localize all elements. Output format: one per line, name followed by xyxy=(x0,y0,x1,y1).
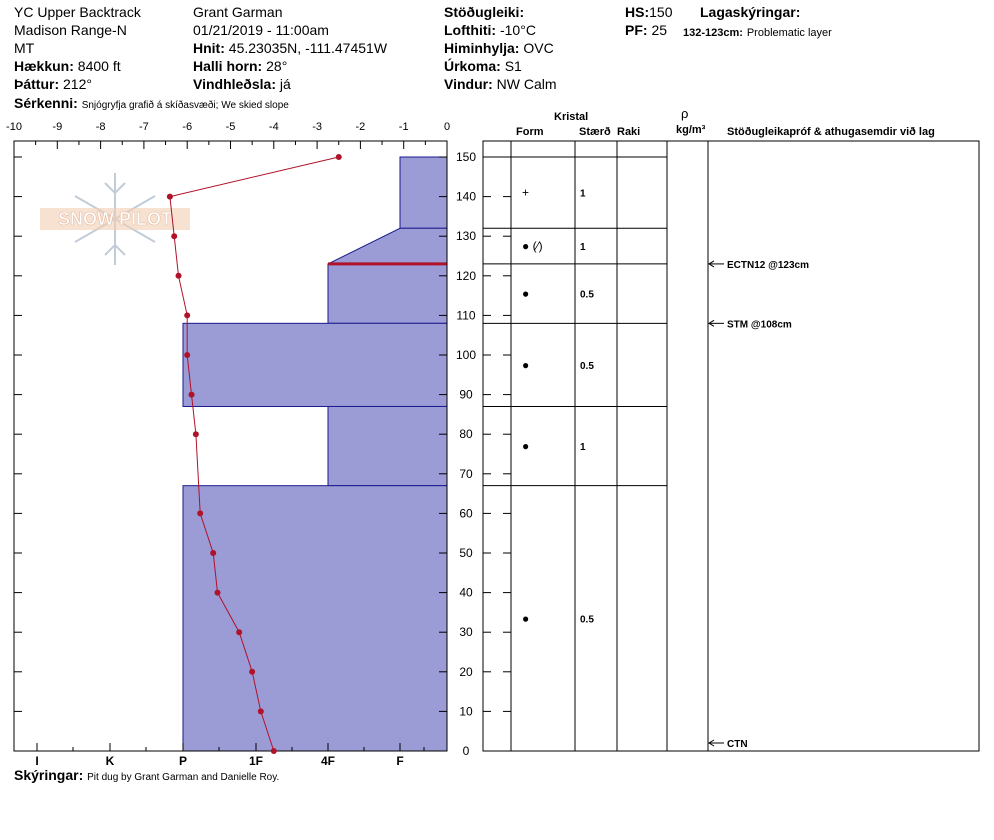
air-temp-value: -10°C xyxy=(499,22,536,38)
hardness-layer xyxy=(400,157,447,228)
temperature-point xyxy=(236,629,242,635)
test-label: STM @108cm xyxy=(727,319,792,331)
state: MT xyxy=(14,40,35,56)
temp-tick-label: -9 xyxy=(52,121,63,133)
temp-tick-label: -6 xyxy=(182,121,193,133)
temp-tick-label: 0 xyxy=(443,121,451,133)
temperature-point xyxy=(258,708,264,714)
grain-form: ● xyxy=(522,439,530,454)
height-tick-label: 100 xyxy=(455,348,477,362)
height-tick-label: 50 xyxy=(459,546,473,560)
elevation-value: 8400 ft xyxy=(77,58,121,74)
height-tick-label: 120 xyxy=(455,268,477,283)
height-tick-label: 20 xyxy=(459,664,473,679)
height-tick-label: 10 xyxy=(459,704,473,719)
hardness-tick-label: K xyxy=(105,754,115,768)
wind-loading-value: já xyxy=(279,76,291,92)
pf-value: 25 xyxy=(651,22,668,38)
logo-text: SNOW PILOT xyxy=(58,209,172,229)
specifics-value: Snjógryfja grafið á skíðasvæði; We skied slope xyxy=(81,100,289,111)
temperature-point xyxy=(184,352,190,358)
precip-value: S1 xyxy=(504,58,522,74)
hardness-layer xyxy=(328,406,447,485)
height-tick-label: 130 xyxy=(455,229,477,244)
air-temp-label: Lofthiti: xyxy=(444,22,497,38)
notes xyxy=(14,767,279,784)
hs-label: HS: xyxy=(625,4,650,20)
hardness-tick-label: P xyxy=(178,754,188,768)
temp-tick-label: -3 xyxy=(312,121,322,133)
layers-label: Lagaskýringar: xyxy=(700,4,801,20)
slope-value: 28° xyxy=(266,58,288,74)
grain-size: 1 xyxy=(580,188,586,200)
temperature-point xyxy=(271,748,277,754)
hardness-tick-label: F xyxy=(396,754,404,768)
hardness-tick-label: I xyxy=(35,754,39,768)
grain-form: ● xyxy=(522,286,530,301)
temp-tick-label: -7 xyxy=(139,121,149,133)
height-tick-label: 70 xyxy=(459,466,473,481)
crystal-header: Kristal xyxy=(554,111,589,123)
wind-label: Vindur: xyxy=(444,76,493,92)
aspect-label: Þáttur: xyxy=(14,76,60,92)
temperature-point xyxy=(197,510,203,516)
precip-label: Úrkoma: xyxy=(444,58,501,74)
temperature-point xyxy=(210,550,216,556)
hardness-layer xyxy=(183,486,447,751)
layer-note-text: Problematic layer xyxy=(746,27,832,39)
temp-tick-label: -4 xyxy=(268,121,279,133)
temperature-point xyxy=(336,154,342,160)
height-tick-label: 30 xyxy=(459,625,473,640)
hardness-tick-label: 1F xyxy=(248,754,264,768)
slope-label: Halli horn: xyxy=(193,58,263,74)
density-unit: kg/m³ xyxy=(676,124,706,136)
temp-tick-label: -2 xyxy=(355,121,366,133)
location: YC Upper Backtrack xyxy=(14,4,141,20)
density-symbol: ρ xyxy=(681,106,689,121)
hs-value: 150 xyxy=(649,4,673,20)
grain-size: 1 xyxy=(580,242,586,254)
temperature-point xyxy=(193,431,199,437)
moisture-header: Raki xyxy=(617,126,641,138)
range: Madison Range-N xyxy=(14,22,127,38)
grain-size: 0.5 xyxy=(580,289,594,301)
grain-form: ● xyxy=(522,611,530,626)
wind-value: NW Calm xyxy=(496,76,557,92)
hardness-tick-label: 4F xyxy=(320,754,336,768)
coords-value: 45.23035N, -111.47451W xyxy=(228,40,388,56)
temp-tick-label: -8 xyxy=(95,121,106,133)
height-tick-label: 60 xyxy=(459,506,473,521)
height-tick-label: 110 xyxy=(456,308,476,323)
height-tick-label: 0 xyxy=(462,744,470,758)
temperature-point xyxy=(176,273,182,279)
elevation-label: Hækkun: xyxy=(14,58,74,74)
temperature-point xyxy=(249,669,255,675)
temperature-point xyxy=(167,194,173,200)
temperature-point xyxy=(184,312,190,318)
temp-tick-label: -1 xyxy=(398,121,409,133)
notes-value: Pit dug by Grant Garman and Danielle Roy. xyxy=(87,772,280,783)
temp-tick-label: -10 xyxy=(6,121,22,133)
hardness-layer xyxy=(183,323,447,406)
height-tick-label: 150 xyxy=(455,150,477,164)
height-tick-label: 80 xyxy=(459,427,473,442)
specifics-label: Sérkenni: xyxy=(14,95,78,111)
hardness-layer xyxy=(328,264,447,323)
grain-form: + xyxy=(522,185,530,200)
aspect-value: 212° xyxy=(63,76,92,92)
hardness-layer xyxy=(328,228,447,264)
sky-value: OVC xyxy=(523,40,554,56)
form-header: Form xyxy=(516,126,544,138)
pf-label: PF: xyxy=(625,22,648,38)
temperature-point xyxy=(171,233,177,239)
grain-size: 0.5 xyxy=(580,614,594,626)
temp-tick-label: -5 xyxy=(225,121,236,133)
tests-header: Stöðugleikapróf & athugasemdir við lag xyxy=(727,126,935,138)
wind-loading-label: Vindhleðsla: xyxy=(193,76,276,92)
snowpilot-logo xyxy=(40,173,190,265)
grain-size: 1 xyxy=(580,442,586,454)
stability-label: Stöðugleiki: xyxy=(444,4,525,20)
coords-label: Hnit: xyxy=(193,40,225,56)
datetime: 01/21/2019 - 11:00am xyxy=(193,22,329,38)
height-tick-label: 40 xyxy=(459,585,473,600)
temperature-point xyxy=(189,392,195,398)
grain-form: ● xyxy=(522,357,530,372)
grain-form: ● (⁄) xyxy=(522,239,543,254)
height-tick-label: 140 xyxy=(455,189,477,204)
height-tick-label: 90 xyxy=(459,387,473,402)
notes-label: Skýringar: xyxy=(14,767,84,783)
test-label: ECTN12 @123cm xyxy=(727,259,810,271)
layer-note-range: 132-123cm: xyxy=(683,27,743,39)
size-header: Stærð xyxy=(579,126,611,138)
temperature-point xyxy=(215,590,221,596)
table-frame xyxy=(483,141,979,751)
sky-label: Himinhylja: xyxy=(444,40,520,56)
grain-size: 0.5 xyxy=(580,360,594,372)
test-label: CTN xyxy=(727,739,748,750)
observer: Grant Garman xyxy=(193,4,283,20)
